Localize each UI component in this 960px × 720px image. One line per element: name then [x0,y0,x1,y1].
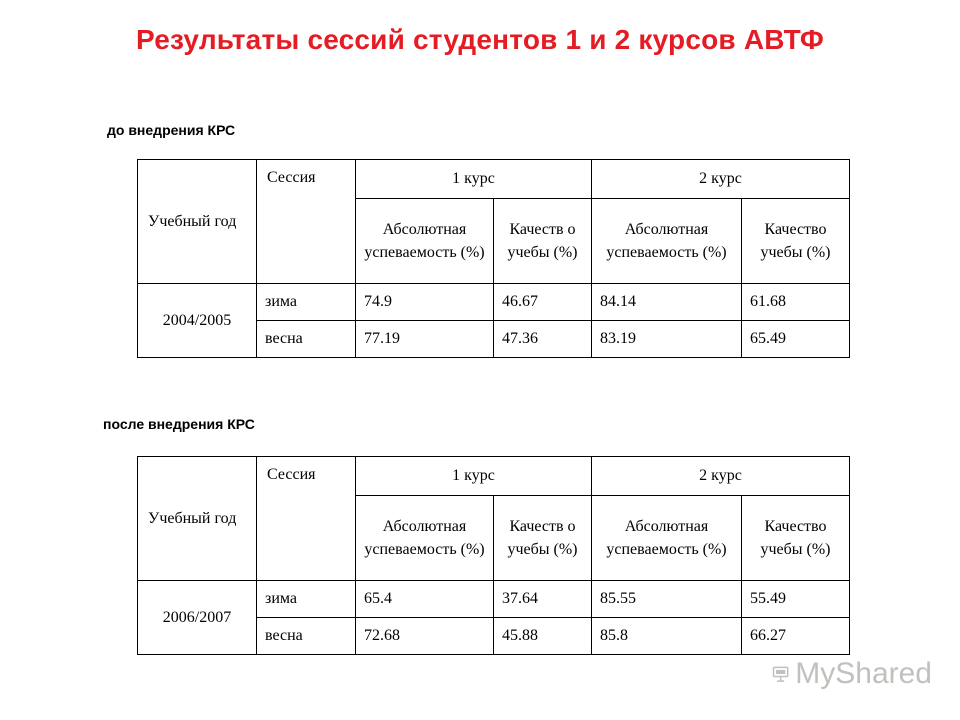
cell-session: зима [257,284,356,321]
cell-qual2: 61.68 [742,284,850,321]
header-course2: 2 курс [592,160,850,199]
cell-abs2: 83.19 [592,321,742,358]
cell-abs1: 65.4 [356,581,494,618]
header-year: Учебный год [138,457,257,581]
myshared-watermark [772,654,932,694]
cell-year: 2004/2005 [138,284,257,358]
cell-abs1: 77.19 [356,321,494,358]
cell-qual1: 47.36 [494,321,592,358]
cell-session: весна [257,321,356,358]
header-qual1: Качеств о учебы (%) [494,199,592,284]
section-label-after: после внедрения КРС [103,416,255,432]
cell-session: зима [257,581,356,618]
cell-qual2: 55.49 [742,581,850,618]
cell-abs1: 74.9 [356,284,494,321]
presentation-board-icon [772,657,789,691]
header-year: Учебный год [138,160,257,284]
header-abs2: Абсолютная успеваемость (%) [592,496,742,581]
table-row [138,284,850,321]
cell-qual2: 66.27 [742,618,850,655]
cell-abs2: 84.14 [592,284,742,321]
cell-abs1: 72.68 [356,618,494,655]
header-qual2: Качество учебы (%) [742,496,850,581]
header-abs1: Абсолютная успеваемость (%) [356,496,494,581]
cell-qual2: 65.49 [742,321,850,358]
header-course1: 1 курс [356,457,592,496]
header-abs1: Абсолютная успеваемость (%) [356,199,494,284]
cell-qual1: 45.88 [494,618,592,655]
results-table-after [137,456,850,655]
header-session: Сессия [257,457,356,581]
header-qual2: Качество учебы (%) [742,199,850,284]
header-qual1: Качеств о учебы (%) [494,496,592,581]
header-session: Сессия [257,160,356,284]
results-table-before [137,159,850,358]
section-label-before: до внедрения КРС [107,122,236,138]
header-abs2: Абсолютная успеваемость (%) [592,199,742,284]
header-course1: 1 курс [356,160,592,199]
page-title: Результаты сессий студентов 1 и 2 курсов АВТФ [136,24,824,55]
cell-qual1: 46.67 [494,284,592,321]
cell-abs2: 85.8 [592,618,742,655]
header-course2: 2 курс [592,457,850,496]
cell-qual1: 37.64 [494,581,592,618]
cell-year: 2006/2007 [138,581,257,655]
cell-session: весна [257,618,356,655]
table-row [138,581,850,618]
cell-abs2: 85.55 [592,581,742,618]
watermark-text: MyShared [795,657,932,690]
